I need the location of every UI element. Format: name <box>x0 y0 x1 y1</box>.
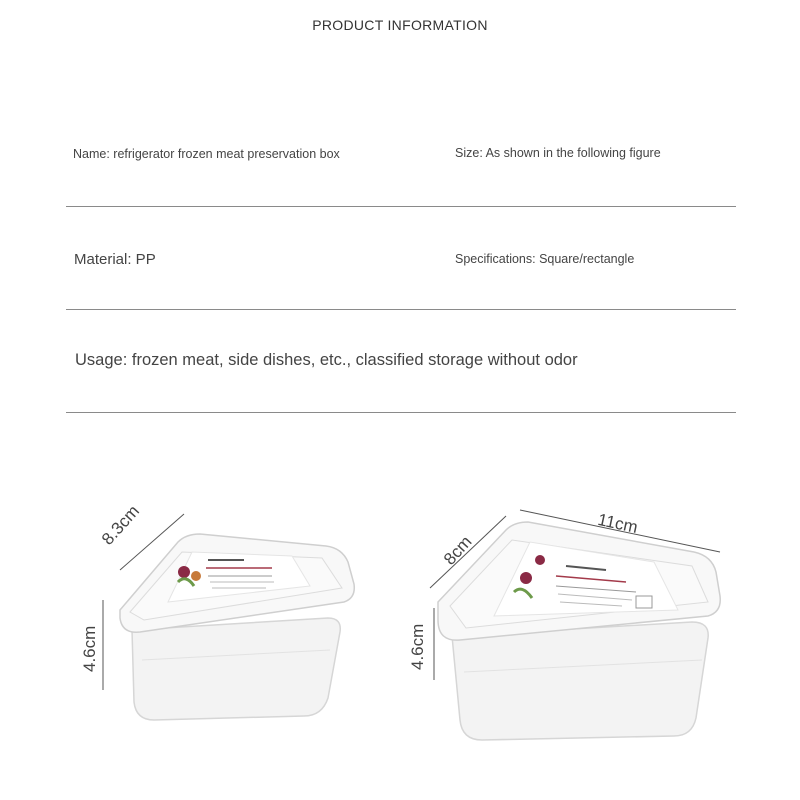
rectangle-width-label: 8cm <box>440 532 476 569</box>
product-specifications: Specifications: Square/rectangle <box>455 252 635 266</box>
divider-2 <box>66 309 736 310</box>
divider-3 <box>66 412 736 413</box>
divider-1 <box>66 206 736 207</box>
product-size: Size: As shown in the following figure <box>455 146 661 160</box>
product-usage: Usage: frozen meat, side dishes, etc., classified storage without odor <box>75 351 578 369</box>
product-material: Material: PP <box>74 251 156 268</box>
square-height-label: 4.6cm <box>80 625 99 672</box>
square-width-label: 8.3cm <box>98 501 144 549</box>
rectangle-height-label: 4.6cm <box>408 623 427 670</box>
rectangle-length-label: 11cm <box>596 510 640 537</box>
page-title: PRODUCT INFORMATION <box>312 17 488 33</box>
product-name: Name: refrigerator frozen meat preservation box <box>73 147 340 161</box>
